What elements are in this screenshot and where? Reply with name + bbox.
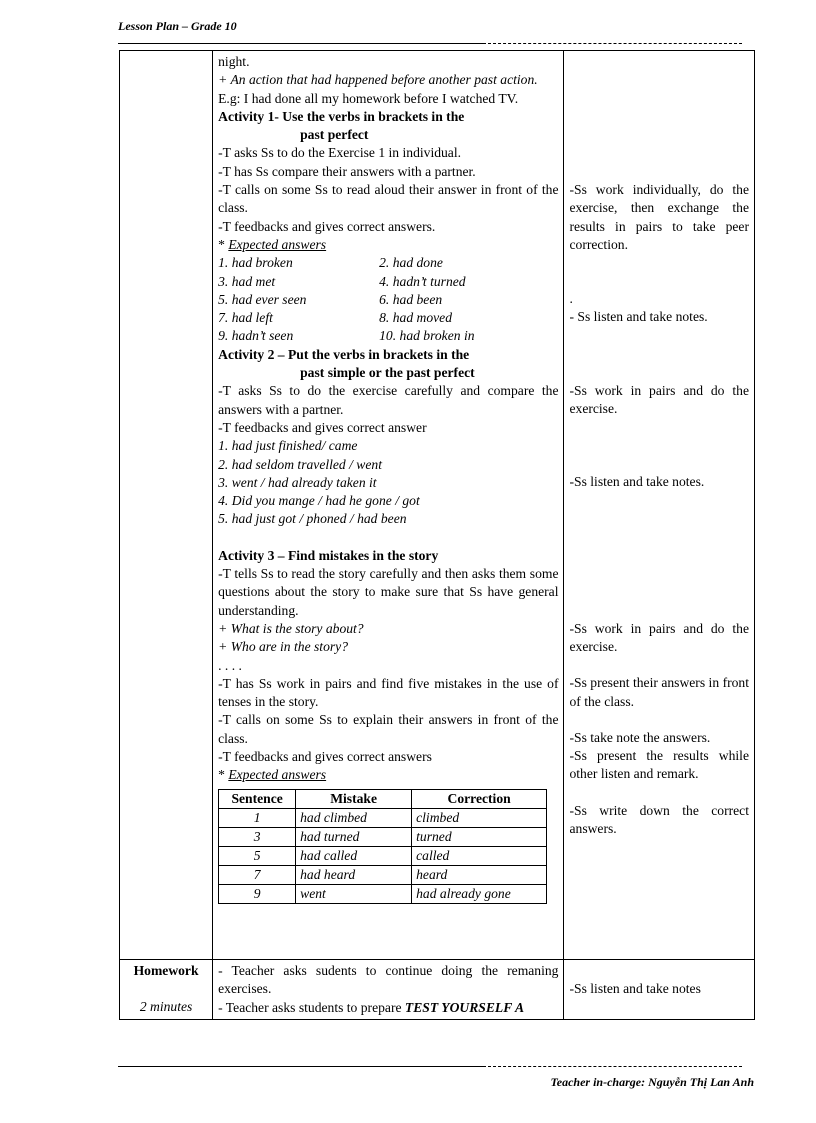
spacer [569, 418, 749, 473]
correction-cell: turned [412, 827, 547, 846]
spacer [125, 980, 207, 998]
header-title: Lesson Plan – Grade 10 [118, 19, 237, 33]
homework-stage-cell [120, 960, 213, 1020]
activity3-step: -T has Ss work in pairs and find five mistakes in the use of tenses in the story. [218, 675, 559, 710]
activity2-title: Activity 2 – Put the verbs in brackets in the [218, 346, 470, 362]
spacer [569, 254, 749, 290]
spacer [569, 327, 749, 382]
activity3-question: + What is the story about? [218, 620, 364, 636]
table-row [219, 827, 547, 846]
sentence-cell: 5 [219, 846, 296, 865]
answer: 2. had done [379, 255, 443, 271]
activity3-step: -T feedbacks and gives correct answers [218, 748, 432, 764]
mistake-cell: went [296, 884, 412, 903]
homework-student-activity: -Ss listen and take notes [569, 981, 701, 996]
footer-teacher: Teacher in-charge: Nguyễn Thị Lan Anh [550, 1075, 754, 1089]
activity2-answer: 2. had seldom travelled / went [218, 456, 382, 472]
activity1-title-cont: past perfect [300, 127, 369, 143]
intro-example: E.g: I had done all my homework before I watched TV. [218, 90, 519, 106]
answer: 10. had broken in [379, 328, 475, 344]
student-activity: -Ss work individually, do the exercise, then exchange the results in pairs to take peer correction. [569, 182, 749, 252]
activity2-step: -T feedbacks and gives correct answer [218, 419, 427, 435]
student-activity: -Ss listen and take notes. [569, 474, 705, 490]
answer: 9. hadn’t seen [218, 328, 294, 344]
spacer [569, 53, 749, 181]
intro-line: night. [218, 54, 250, 69]
expected-label: Expected answers [228, 236, 327, 252]
correction-cell: heard [412, 865, 547, 884]
homework-time: 2 minutes [139, 999, 193, 1015]
expected-label: Expected answers [228, 767, 327, 783]
activity2-answer: 1. had just finished/ came [218, 438, 358, 454]
intro-line: + An action that had happened before another past action. [218, 72, 538, 88]
mistake-cell: had turned [296, 827, 412, 846]
answer-row [218, 254, 558, 272]
activity1-expected: * Expected answers [218, 236, 327, 252]
spacer [569, 784, 749, 802]
mistakes-table-header [219, 789, 547, 808]
header-rule [118, 43, 486, 44]
answer-row [218, 273, 558, 291]
answer-row [218, 291, 558, 309]
activity2-answer: 5. had just got / phoned / had been [218, 511, 407, 527]
activity3-question: + Who are in the story? [218, 639, 348, 655]
table-row [219, 884, 547, 903]
column-header: Mistake [296, 789, 412, 808]
activity2-title-cont: past simple or the past perfect [300, 365, 475, 381]
answer: 1. had broken [218, 255, 293, 271]
student-activity: -Ss take note the answers. [569, 729, 711, 745]
mistake-cell: had called [296, 846, 412, 865]
homework-student-cell [564, 960, 755, 1020]
teacher-activities-cell [213, 51, 564, 960]
activity2-step: -T asks Ss to do the exercise carefully and compare the answers with a partner. [218, 383, 559, 417]
student-activity: . [569, 291, 573, 307]
stage-cell [120, 51, 213, 960]
table-row [219, 865, 547, 884]
answer: 5. had ever seen [218, 291, 307, 307]
student-activity: -Ss work in pairs and do the exercise. [569, 620, 749, 654]
activity3-title: Activity 3 – Find mistakes in the story [218, 547, 439, 563]
activity3-step: -T calls on some Ss to explain their answers in front of the class. [218, 712, 559, 746]
activity1-step: -T asks Ss to do the Exercise 1 in individual. [218, 145, 462, 161]
answer-row [218, 327, 558, 345]
activity1-step: -T has Ss compare their answers with a partner. [218, 163, 476, 179]
homework-test-name: TEST YOURSELF A [404, 999, 525, 1015]
spacer [569, 711, 749, 729]
correction-cell: climbed [412, 808, 547, 827]
sentence-cell: 9 [219, 884, 296, 903]
procedure-row [120, 51, 755, 960]
homework-label: Homework [133, 963, 199, 978]
student-activity: -Ss present the results while other listen and remark. [569, 748, 749, 782]
activity3-step: -T tells Ss to read the story carefully and then asks them some questions about the story to make sure that Ss have general understanding. [218, 566, 559, 618]
table-row [219, 808, 547, 827]
correction-cell: had already gone [412, 884, 547, 903]
spacer [569, 492, 749, 620]
activity3-ellipsis: . . . . [218, 657, 242, 673]
student-activity: -Ss write down the correct answers. [569, 802, 749, 837]
answer-row [218, 309, 558, 327]
student-activity: -Ss present their answers in front of the class. [569, 675, 749, 709]
activity3-expected: * Expected answers [218, 767, 327, 783]
activity2-answer: 3. went / had already taken it [218, 474, 377, 490]
homework-row [120, 960, 755, 1020]
header-rule-dashed [488, 43, 742, 44]
homework-task: - Teacher asks sudents to continue doing the remaning exercises. [218, 963, 559, 997]
answer: 6. had been [379, 291, 443, 307]
lesson-table [119, 50, 755, 1020]
spacer [218, 529, 558, 547]
activity2-answer: 4. Did you mange / had he gone / got [218, 493, 420, 509]
sentence-cell: 3 [219, 827, 296, 846]
table-row [219, 846, 547, 865]
mistake-cell: had climbed [296, 808, 412, 827]
answer: 4. hadn’t turned [379, 273, 466, 289]
homework-task-text: - Teacher asks students to prepare [218, 999, 405, 1015]
homework-teacher-cell [213, 960, 564, 1020]
footer-rule [118, 1066, 486, 1067]
answer: 8. had moved [379, 310, 452, 326]
spacer [569, 656, 749, 674]
homework-task [218, 999, 558, 1017]
activity1-step: -T feedbacks and gives correct answers. [218, 218, 436, 234]
answer: 7. had left [218, 310, 273, 326]
column-header: Correction [412, 789, 547, 808]
footer-rule-dashed [488, 1066, 742, 1067]
student-activities-cell [564, 51, 755, 960]
spacer [569, 962, 749, 980]
student-activity: - Ss listen and take notes. [569, 309, 708, 325]
column-header: Sentence [219, 789, 296, 808]
activity1-step: -T calls on some Ss to read aloud their answer in front of the class. [218, 182, 559, 216]
student-activity: -Ss work in pairs and do the exercise. [569, 382, 749, 417]
mistakes-table [218, 789, 547, 904]
sentence-cell: 1 [219, 808, 296, 827]
activity1-title: Activity 1- Use the verbs in brackets in the [218, 108, 465, 124]
correction-cell: called [412, 846, 547, 865]
answer: 3. had met [218, 273, 276, 289]
sentence-cell: 7 [219, 865, 296, 884]
mistake-cell: had heard [296, 865, 412, 884]
